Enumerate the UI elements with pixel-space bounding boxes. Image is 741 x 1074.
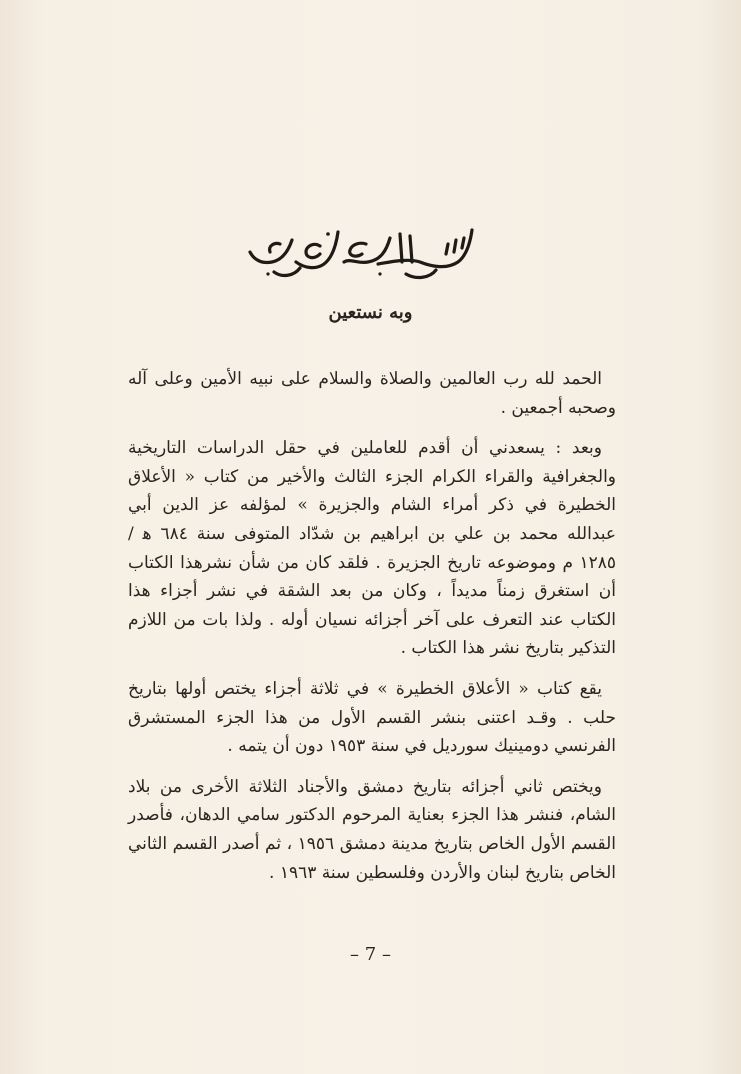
- basmala-calligraphy: [240, 222, 480, 284]
- paragraph-volume-one: يقع كتاب « الأعلاق الخطيرة » في ثلاثة أجزاء يختص أولها بتاريخ حلب . وقـد اعتنى بنشر القسم الأول من هذا الجزء المستشرق الفرنسي دومينيك سورديل في سنة ١٩٥٣ دون أن يتمه .: [128, 678, 616, 757]
- subtitle: وبه نستعين: [328, 302, 413, 323]
- paragraph-introduction: وبعد : يسعدني أن أقدم للعاملين في حقل الدراسات التاريخية والجغرافية والقراء الكرام الجزء الثالث والأخير من كتاب « الأعلاق الخطيرة في ذكر أمراء الشام والجزيرة » لمؤلفه عز الدين أبي عبدالله محمد بن علي بن ابراهيم بن شدّاد المتوفى سنة ٦٨٤ ﻫ / ١٢٨٥ م وموضوعه تاريخ الجزيرة . فلقد كان من شأن نشرهذا الكتاب أن استغرق زمناً مديداً ، وكان من بعد الشقة في نشر أجزاء هذا الكتاب عند التعرف على آخر أجزائه نسيان أوله . ولذا بات من اللازم التذكير بتاريخ نشر هذا الكتاب .: [128, 438, 617, 659]
- page-number: – 7 –: [350, 944, 391, 965]
- body-text: [128, 365, 616, 899]
- paragraph-volume-two: ويختص ثاني أجزائه بتاريخ دمشق والأجناد الثلاثة الأخرى من بلاد الشام، فنشر هذا الجزء بعناية المرحوم الدكتور سامي الدهان، فأصدر القسم الأول الخاص بتاريخ مدينة دمشق ١٩٥٦ ، ثم أصدر القسم الثاني الخاص بتاريخ لبنان والأردن وفلسطين سنة ١٩٦٣ .: [128, 776, 616, 883]
- basmala-calligraphy-drawing: [240, 222, 480, 284]
- paragraph-opening: الحمد لله رب العالمين والصلاة والسلام على نبيه الأمين وعلى آله وصحبه أجمعين .: [128, 369, 616, 418]
